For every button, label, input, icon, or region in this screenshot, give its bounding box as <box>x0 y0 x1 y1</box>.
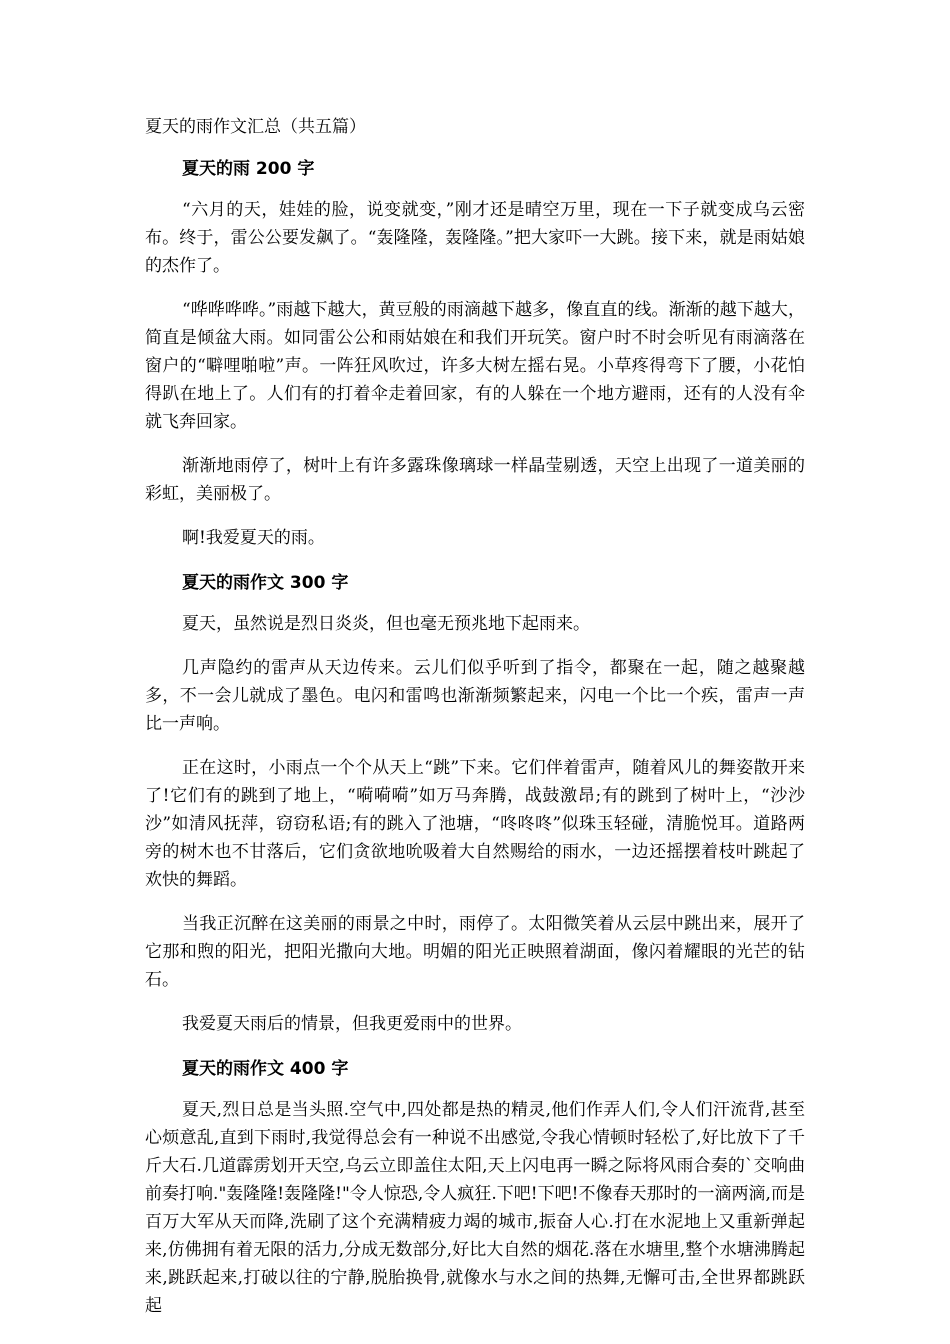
section-200 <box>145 154 805 552</box>
paragraph: 我爱夏天雨后的情景，但我更爱雨中的世界。 <box>182 1014 522 1034</box>
section-heading: 夏天的雨 200 字 <box>182 159 315 179</box>
section-heading: 夏天的雨作文 300 字 <box>182 573 349 593</box>
paragraph: 当我正沉醉在这美丽的雨景之中时，雨停了。太阳微笑着从云层中跳出来，展开了它那和煦的阳光，把阳光撒向大地。明媚的阳光正映照着湖面，像闪着耀眼的光芒的钻石。 <box>145 914 805 990</box>
paragraph: 夏天，虽然说是烈日炎炎，但也毫无预兆地下起雨来。 <box>182 614 590 634</box>
paragraph: 正在这时，小雨点一个个从天上“跳”下来。它们伴着雷声，随着风儿的舞姿散开来了!它们有的跳到了地上，“嗬嗬嗬”如万马奔腾，战鼓激昂;有的跳到了树叶上，“沙沙沙”如清风抚萍，窃窃私语;有的跳入了池塘，“咚咚咚”似珠玉轻碰，清脆悦耳。道路两旁的树木也不甘落后，它们贪欲地吮吸着大自然赐给的雨水，一边还摇摆着枝叶跳起了欢快的舞蹈。 <box>145 758 805 890</box>
paragraph: “哗哗哗哗。”雨越下越大，黄豆般的雨滴越下越多，像直直的线。渐渐的越下越大，简直是倾盆大雨。如同雷公公和雨姑娘在和我们开玩笑。窗户时不时会听见有雨滴落在窗户的“噼哩啪啦”声。一阵狂风吹过，许多大树左摇右晃。小草疼得弯下了腰，小花怕得趴在地上了。人们有的打着伞走着回家，有的人躲在一个地方避雨，还有的人没有伞就飞奔回家。 <box>145 300 805 432</box>
document-page <box>145 112 805 1336</box>
section-400 <box>145 1054 805 1320</box>
section-heading: 夏天的雨作文 400 字 <box>182 1059 349 1079</box>
paragraph: 啊!我爱夏天的雨。 <box>182 528 325 548</box>
paragraph: 渐渐地雨停了，树叶上有许多露珠像璃球一样晶莹剔透，天空上出现了一道美丽的彩虹，美丽极了。 <box>145 456 805 504</box>
paragraph: “六月的天，娃娃的脸，说变就变，”刚才还是晴空万里，现在一下子就变成乌云密布。终于，雷公公要发飙了。“轰隆隆，轰隆隆。”把大家吓一大跳。接下来，就是雨姑娘的杰作了。 <box>145 200 805 276</box>
section-300 <box>145 568 805 1038</box>
paragraph: 夏天,烈日总是当头照.空气中,四处都是热的精灵,他们作弄人们,令人们汗流背,甚至心烦意乱,直到下雨时,我觉得总会有一种说不出感觉,令我心情顿时轻松了,好比放下了千斤大石.几道霹雳划开天空,乌云立即盖住太阳,天上闪电再一瞬之际将风雨合奏的`交响曲前奏打响."轰隆隆!轰隆隆!"令人惊恐,令人疯狂.下吧!下吧!不像春天那时的一滴两滴,而是百万大军从天而降,洗刷了这个充满精疲力竭的城市,振奋人心.打在水泥地上又重新弹起来,仿佛拥有着无限的活力,分成无数部分,好比大自然的烟花.落在水塘里,整个水塘沸腾起来,跳跃起来,打破以往的宁静,脱胎换骨,就像水与水之间的热舞,无懈可击,全世界都跳跃起 <box>145 1100 805 1316</box>
document-title: 夏天的雨作文汇总（共五篇） <box>145 117 366 137</box>
paragraph: 几声隐约的雷声从天边传来。云儿们似乎听到了指令，都聚在一起，随之越聚越多，不一会儿就成了墨色。电闪和雷鸣也渐渐频繁起来，闪电一个比一个疾，雷声一声比一声响。 <box>145 658 805 734</box>
